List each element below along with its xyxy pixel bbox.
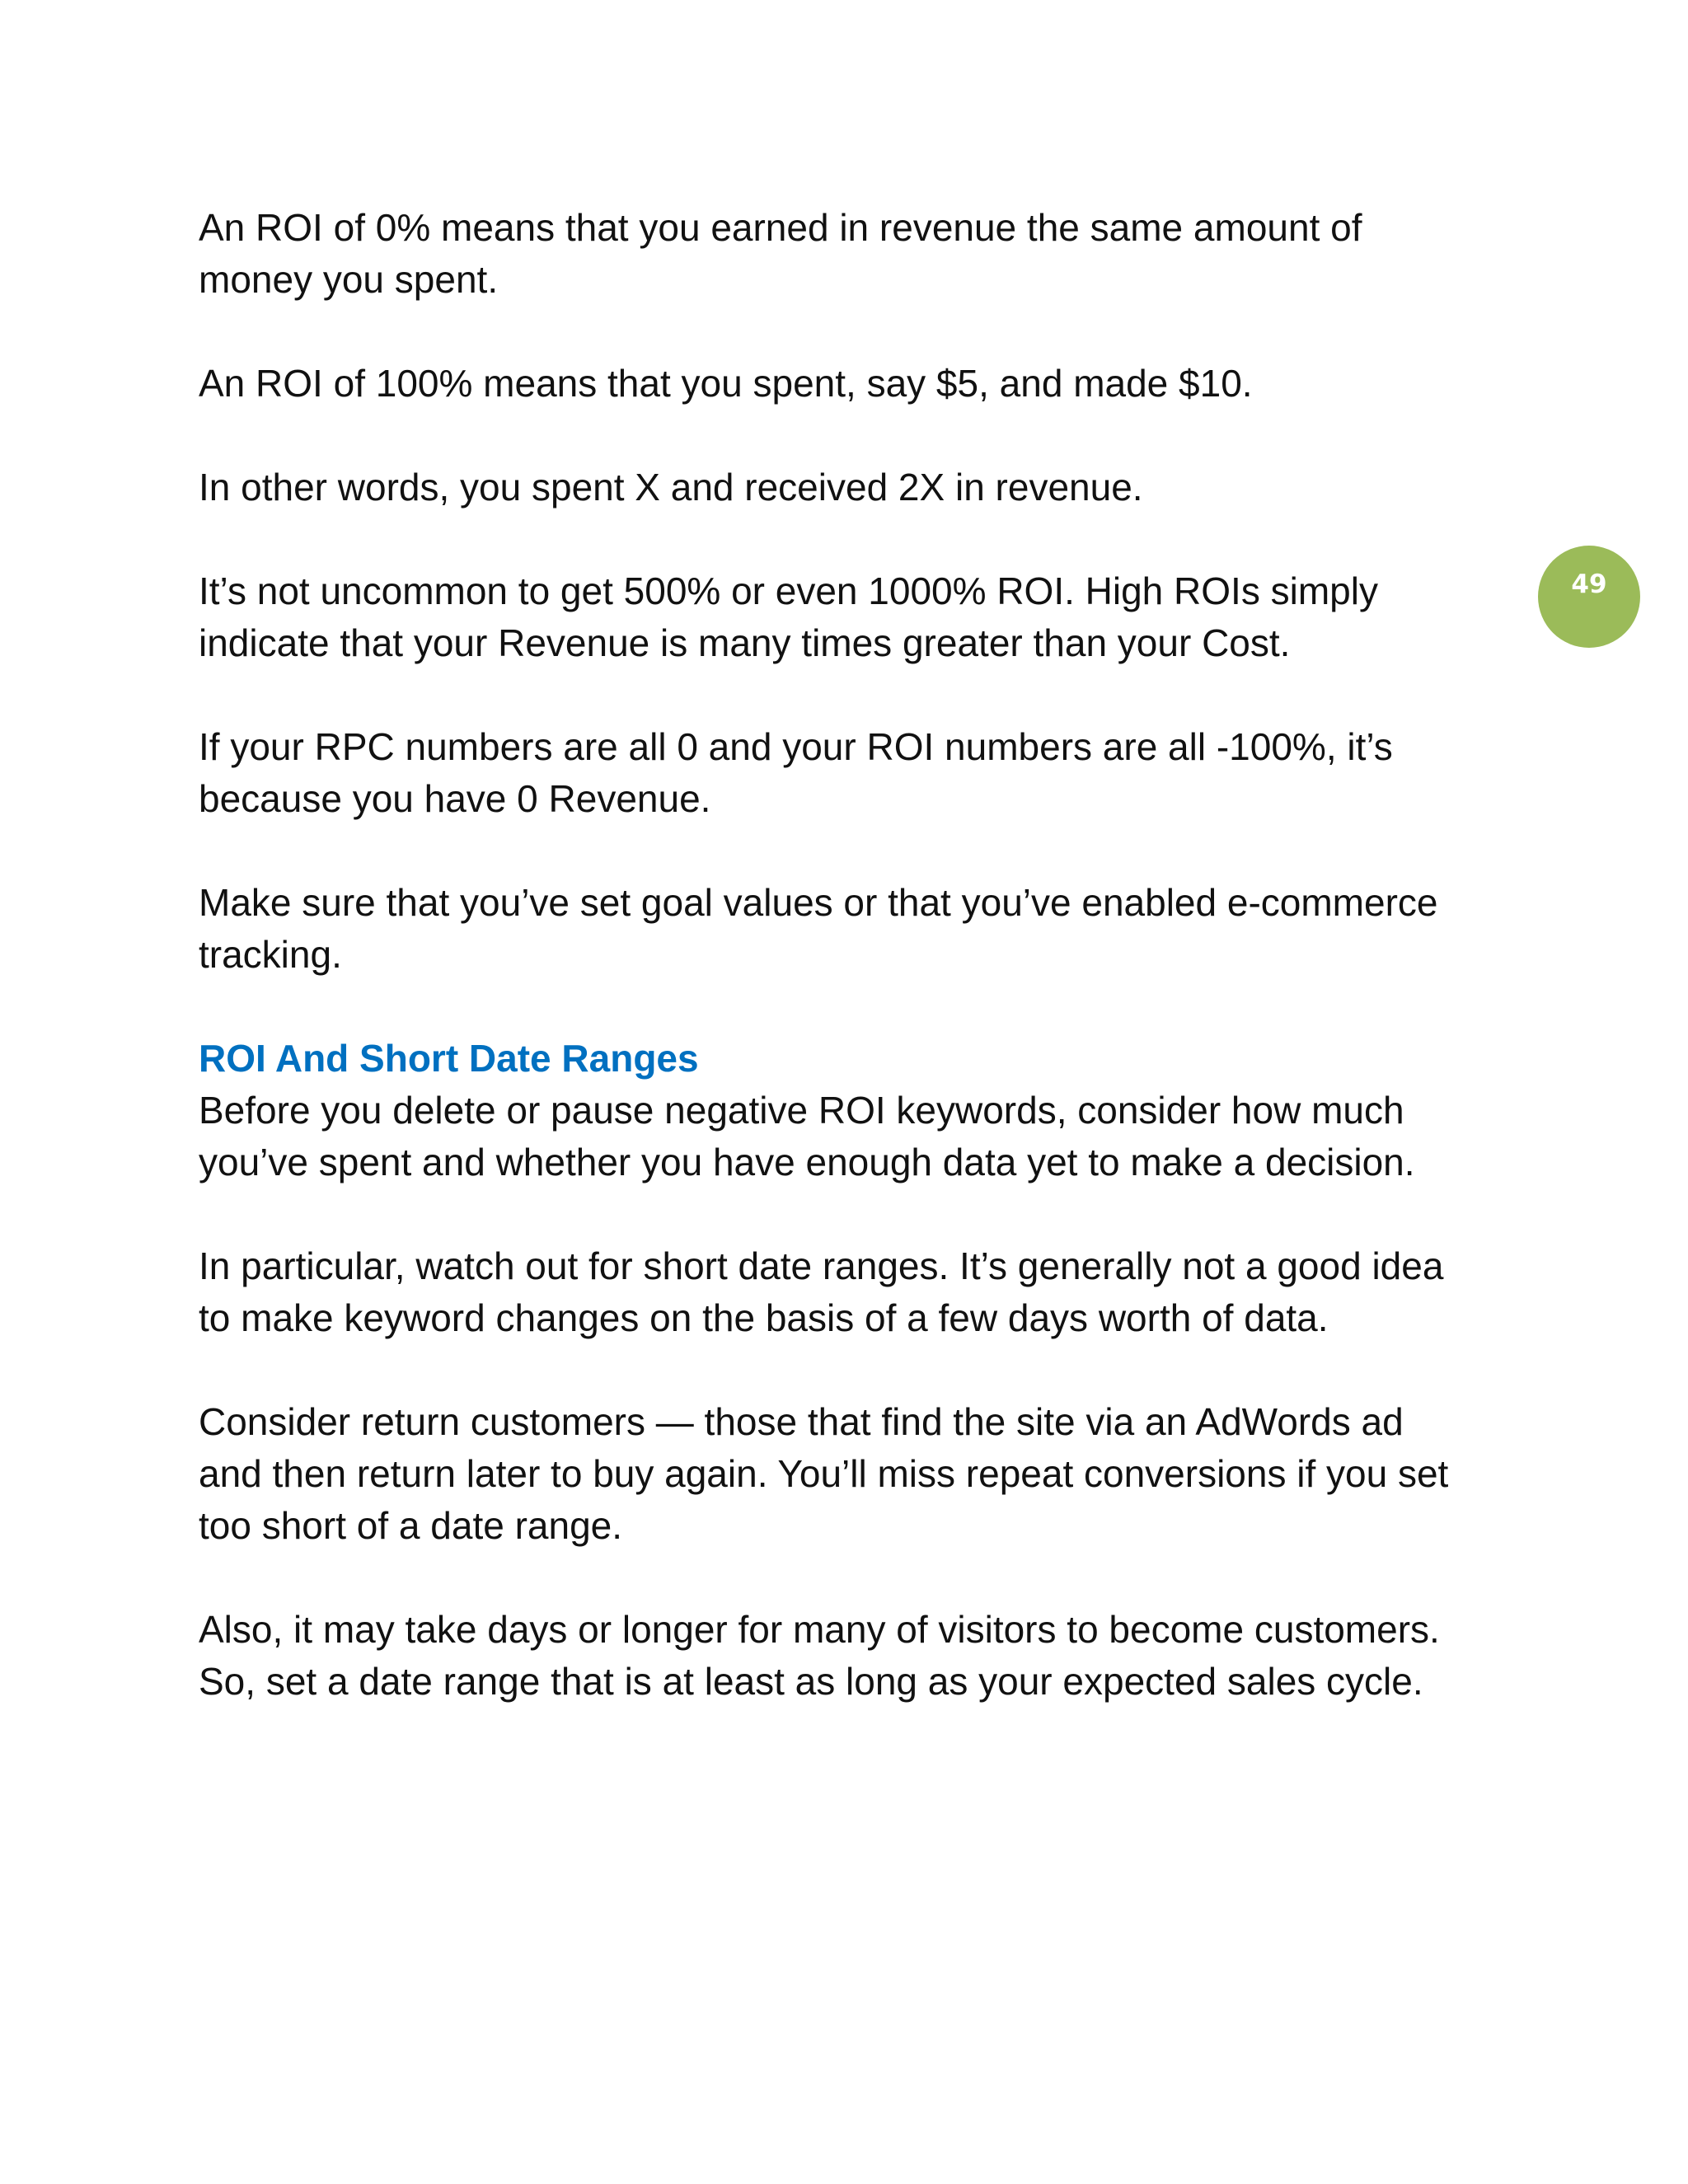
paragraph-goal-values: Make sure that you’ve set goal values or that you’ve enabled e-commerce tracking. [199,881,1438,976]
paragraph-return-customers: Consider return customers — those that find the site via an AdWords ad and then return later to buy again. You’ll miss repeat conversions if you set too short of a date range. [199,1400,1449,1547]
paragraph-short-date-ranges: In particular, watch out for short date ranges. It’s generally not a good idea to make keyword changes on the basis of a few days worth of data. [199,1244,1444,1339]
page-content [199,202,1517,1760]
paragraph-zero-revenue: If your RPC numbers are all 0 and your ROI numbers are all -100%, it’s because you have 0 Revenue. [199,725,1393,820]
page-number: 49 [1571,569,1607,599]
paragraph-roi-hundred: An ROI of 100% means that you spent, say $5, and made $10. [199,362,1253,405]
page-number-badge [1538,546,1640,648]
paragraph-sales-cycle: Also, it may take days or longer for many of visitors to become customers. So, set a date range that is at least as long as your expected sales cycle. [199,1608,1440,1703]
section-heading: ROI And Short Date Ranges [199,1037,699,1080]
paragraph-other-words: In other words, you spent X and received 2X in revenue. [199,466,1143,509]
paragraph-high-roi: It’s not uncommon to get 500% or even 1000% ROI. High ROIs simply indicate that your Revenue is many times greater than your Cost. [199,569,1378,664]
paragraph-roi-zero: An ROI of 0% means that you earned in revenue the same amount of money you spent. [199,206,1362,301]
paragraph-before-delete: Before you delete or pause negative ROI keywords, consider how much you’ve spent and whether you have enough data yet to make a decision. [199,1089,1415,1183]
